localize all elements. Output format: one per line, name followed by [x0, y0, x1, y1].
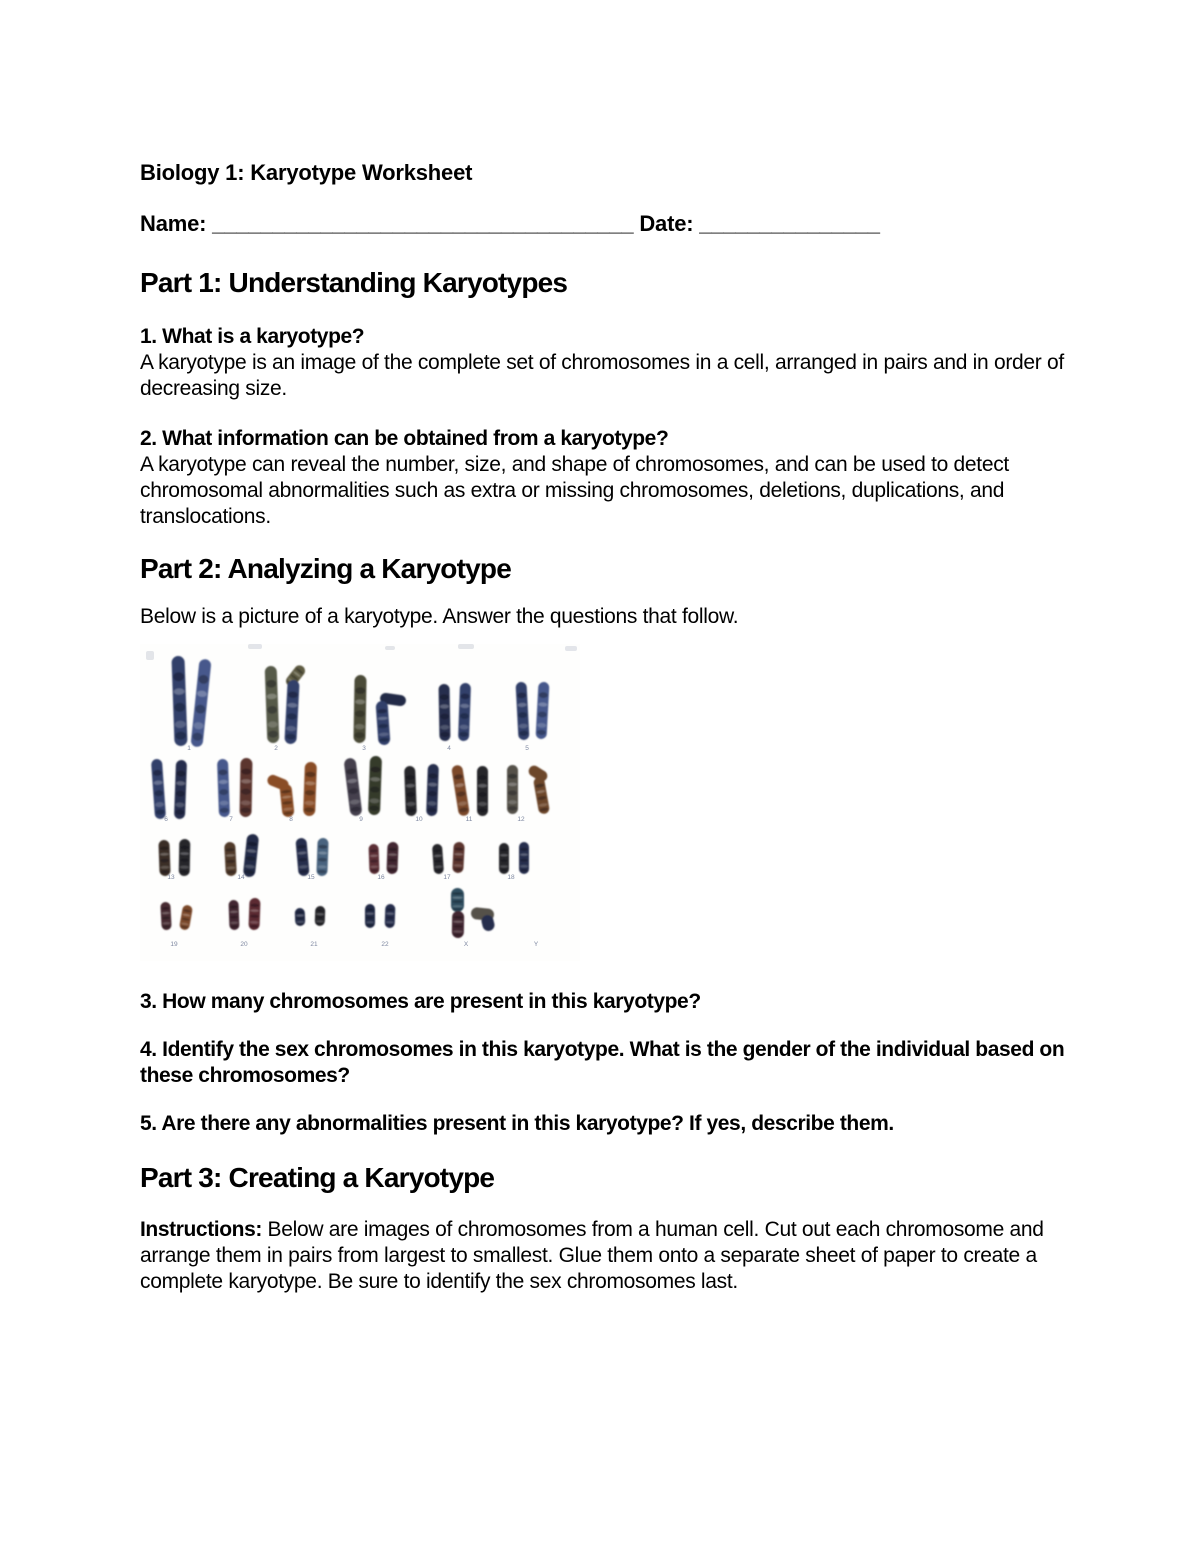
document-title: Biology 1: Karyotype Worksheet: [140, 160, 473, 185]
name-label: Name:: [140, 211, 207, 236]
part1-heading: Part 1: Understanding Karyotypes: [140, 267, 568, 298]
photo-smudge: [146, 651, 154, 660]
pair-label-11: 11: [465, 816, 473, 823]
photo-smudge: [385, 646, 395, 650]
pair-label-9: 9: [359, 816, 363, 823]
part3-heading: Part 3: Creating a Karyotype: [140, 1162, 495, 1193]
pair-label-4: 4: [447, 745, 451, 752]
part2-heading: Part 2: Analyzing a Karyotype: [140, 553, 511, 584]
pair-label-20: 20: [240, 941, 248, 948]
pair-label-15: 15: [307, 874, 315, 881]
question-1-block: [140, 324, 1065, 402]
question-3: 3. How many chromosomes are present in this karyotype?: [140, 990, 701, 1013]
instructions-text: Below are images of chromosomes from a human cell. Cut out each chromosome and arrange them in pairs from largest to smallest. Glue them onto a separate sheet of paper to create a complete karyotype. Be sure to identify the sex chromosomes last.: [140, 1218, 1044, 1293]
pair-label-X: X: [463, 941, 469, 948]
pair-label-13: 13: [167, 874, 175, 881]
pair-label-5: 5: [525, 745, 529, 752]
question-1-title: 1. What is a karyotype?: [140, 325, 365, 348]
pair-label-8: 8: [289, 816, 293, 823]
name-date-line: [140, 210, 1065, 238]
pair-label-21: 21: [310, 941, 318, 948]
name-blank-line: ___________________________________: [212, 211, 634, 236]
pair-label-14: 14: [237, 874, 245, 881]
pair-label-16: 16: [377, 874, 385, 881]
karyotype-photo: [140, 644, 580, 961]
pair-label-22: 22: [381, 941, 389, 948]
pair-label-3: 3: [362, 745, 366, 752]
question-2-answer: A karyotype can reveal the number, size, and shape of chromosomes, and can be used to detect chromosomal abnormalities such as extra or missing chromosomes, deletions, duplications, and translocations.: [140, 453, 1009, 528]
question-4: 4. Identify the sex chromosomes in this karyotype. What is the gender of the individual based on these chromosomes?: [140, 1038, 1065, 1087]
pair-label-18: 18: [507, 874, 515, 881]
photo-smudge: [458, 644, 474, 649]
part3-instructions: [140, 1217, 1065, 1295]
pair-label-12: 12: [517, 816, 525, 823]
part2-intro: Below is a picture of a karyotype. Answer the questions that follow.: [140, 605, 739, 628]
pair-label-Y: Y: [533, 941, 539, 948]
question-2-title: 2. What information can be obtained from a karyotype?: [140, 427, 669, 450]
karyotype-image: [140, 644, 580, 961]
pair-label-17: 17: [443, 874, 451, 881]
photo-smudge: [565, 646, 577, 651]
date-label: Date:: [639, 211, 694, 236]
pair-label-10: 10: [415, 816, 423, 823]
pair-label-7: 7: [229, 816, 233, 823]
pair-label-6: 6: [164, 816, 168, 823]
pair-label-1: 1: [187, 745, 191, 752]
pair-label-2: 2: [274, 745, 278, 752]
date-blank-line: _______________: [699, 211, 880, 236]
pair-label-19: 19: [170, 941, 178, 948]
instructions-label: Instructions:: [140, 1218, 262, 1241]
question-1-answer: A karyotype is an image of the complete set of chromosomes in a cell, arranged in pairs and in order of decreasing size.: [140, 351, 1064, 400]
photo-smudge: [248, 644, 262, 649]
question-2-block: [140, 426, 1065, 530]
question-5: 5. Are there any abnormalities present in this karyotype? If yes, describe them.: [140, 1112, 894, 1135]
